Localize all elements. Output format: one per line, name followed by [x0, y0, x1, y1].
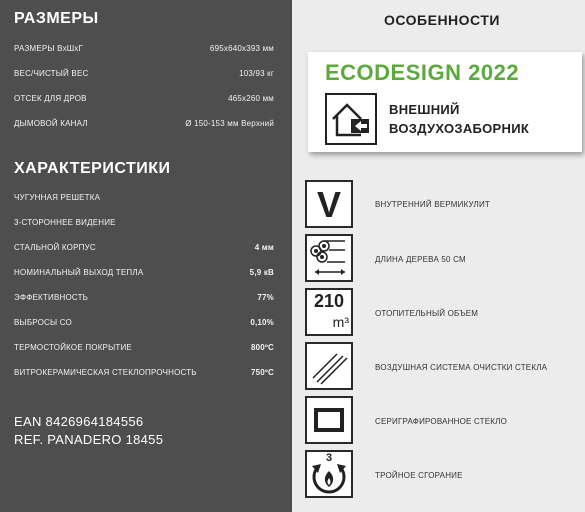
- screen-printed-glass-icon: [305, 396, 353, 444]
- spec-row: [14, 218, 274, 230]
- dimensions-title: РАЗМЕРЫ: [14, 10, 99, 27]
- feature-label: ОТОПИТЕЛЬНЫЙ ОБЪЕМ: [375, 309, 479, 318]
- spec-value: 77%: [257, 293, 274, 302]
- triple-combustion-icon: [305, 450, 353, 498]
- ecodesign-line-1: ВНЕШНИЙ: [389, 102, 460, 117]
- heating-volume-unit: m³: [332, 314, 349, 330]
- vermiculite-v-icon: [305, 180, 353, 228]
- spec-label: 3-СТОРОННЕЕ ВИДЕНИЕ: [14, 218, 116, 227]
- spec-value: 750ºC: [250, 368, 274, 377]
- specs-panel: [0, 0, 292, 512]
- feature-label: ВНУТРЕННИЙ ВЕРМИКУЛИТ: [375, 200, 491, 209]
- spec-row: [14, 243, 274, 255]
- heating-volume-icon: [305, 288, 353, 336]
- spec-value: 800ºC: [250, 343, 274, 352]
- dimension-label: ОТСЕК ДЛЯ ДРОВ: [14, 94, 87, 103]
- feature-label: СЕРИГРАФИРОВАННОЕ СТЕКЛО: [375, 417, 508, 426]
- dimension-value: 103/93 кг: [239, 69, 274, 78]
- spec-label: ВИТРОКЕРАМИЧЕСКАЯ СТЕКЛОПРОЧНОСТЬ: [14, 368, 197, 377]
- heating-volume-number: 210: [313, 291, 345, 311]
- spec-row: [14, 268, 274, 280]
- spec-value: 5,9 кВ: [249, 268, 274, 277]
- spec-label: ЭФФЕКТИВНОСТЬ: [14, 293, 89, 302]
- features-title: ОСОБЕННОСТИ: [384, 12, 500, 28]
- feature-label: ТРОЙНОЕ СГОРАНИЕ: [375, 471, 463, 480]
- specs-title: ХАРАКТЕРИСТИКИ: [14, 160, 171, 177]
- ecodesign-line-2: ВОЗДУХОЗАБОРНИК: [389, 121, 530, 136]
- dimension-label: ВЕС/ЧИСТЫЙ ВЕС: [14, 69, 89, 78]
- external-air-intake-icon: [325, 93, 377, 145]
- feature-label: ДЛИНА ДЕРЕВА 50 СМ: [375, 255, 466, 264]
- dimension-label: РАЗМЕРЫ ВхШхГ: [14, 44, 84, 53]
- spec-row: [14, 343, 274, 355]
- spec-row: [14, 193, 274, 205]
- spec-value: 0,10%: [250, 318, 274, 327]
- spec-value: 4 мм: [254, 243, 274, 252]
- dimension-row: [14, 44, 274, 56]
- dimension-row: [14, 69, 274, 81]
- ref-code: REF. PANADERO 18455: [14, 432, 164, 447]
- vermiculite-v-text: V: [316, 184, 341, 225]
- dimension-row: [14, 94, 274, 106]
- glass-cleaning-icon: [305, 342, 353, 390]
- dimension-value: Ø 150-153 мм Верхний: [185, 119, 274, 128]
- dimension-row: [14, 119, 274, 131]
- log-wood-icon: [305, 234, 353, 282]
- ecodesign-title: ECODESIGN 2022: [325, 60, 520, 85]
- spec-row: [14, 293, 274, 305]
- dimension-value: 465х260 мм: [228, 94, 274, 103]
- ean-code: EAN 8426964184556: [14, 414, 144, 429]
- triple-combustion-number: 3: [325, 452, 333, 464]
- ecodesign-label: [389, 100, 529, 138]
- spec-row: [14, 368, 274, 380]
- ecodesign-card: [308, 52, 582, 152]
- spec-row: [14, 318, 274, 330]
- feature-label: ВОЗДУШНАЯ СИСТЕМА ОЧИСТКИ СТЕКЛА: [375, 363, 548, 372]
- spec-label: СТАЛЬНОЙ КОРПУС: [14, 243, 96, 252]
- dimension-value: 695х640х393 мм: [209, 44, 274, 53]
- features-panel: [292, 0, 585, 512]
- spec-label: ЧУГУННАЯ РЕШЕТКА: [14, 193, 101, 202]
- spec-label: ТЕРМОСТОЙКОЕ ПОКРЫТИЕ: [14, 343, 132, 352]
- spec-label: НОМИНАЛЬНЫЙ ВЫХОД ТЕПЛА: [14, 268, 144, 277]
- spec-label: ВЫБРОСЫ СО: [14, 318, 72, 327]
- dimension-label: ДЫМОВОЙ КАНАЛ: [14, 119, 88, 128]
